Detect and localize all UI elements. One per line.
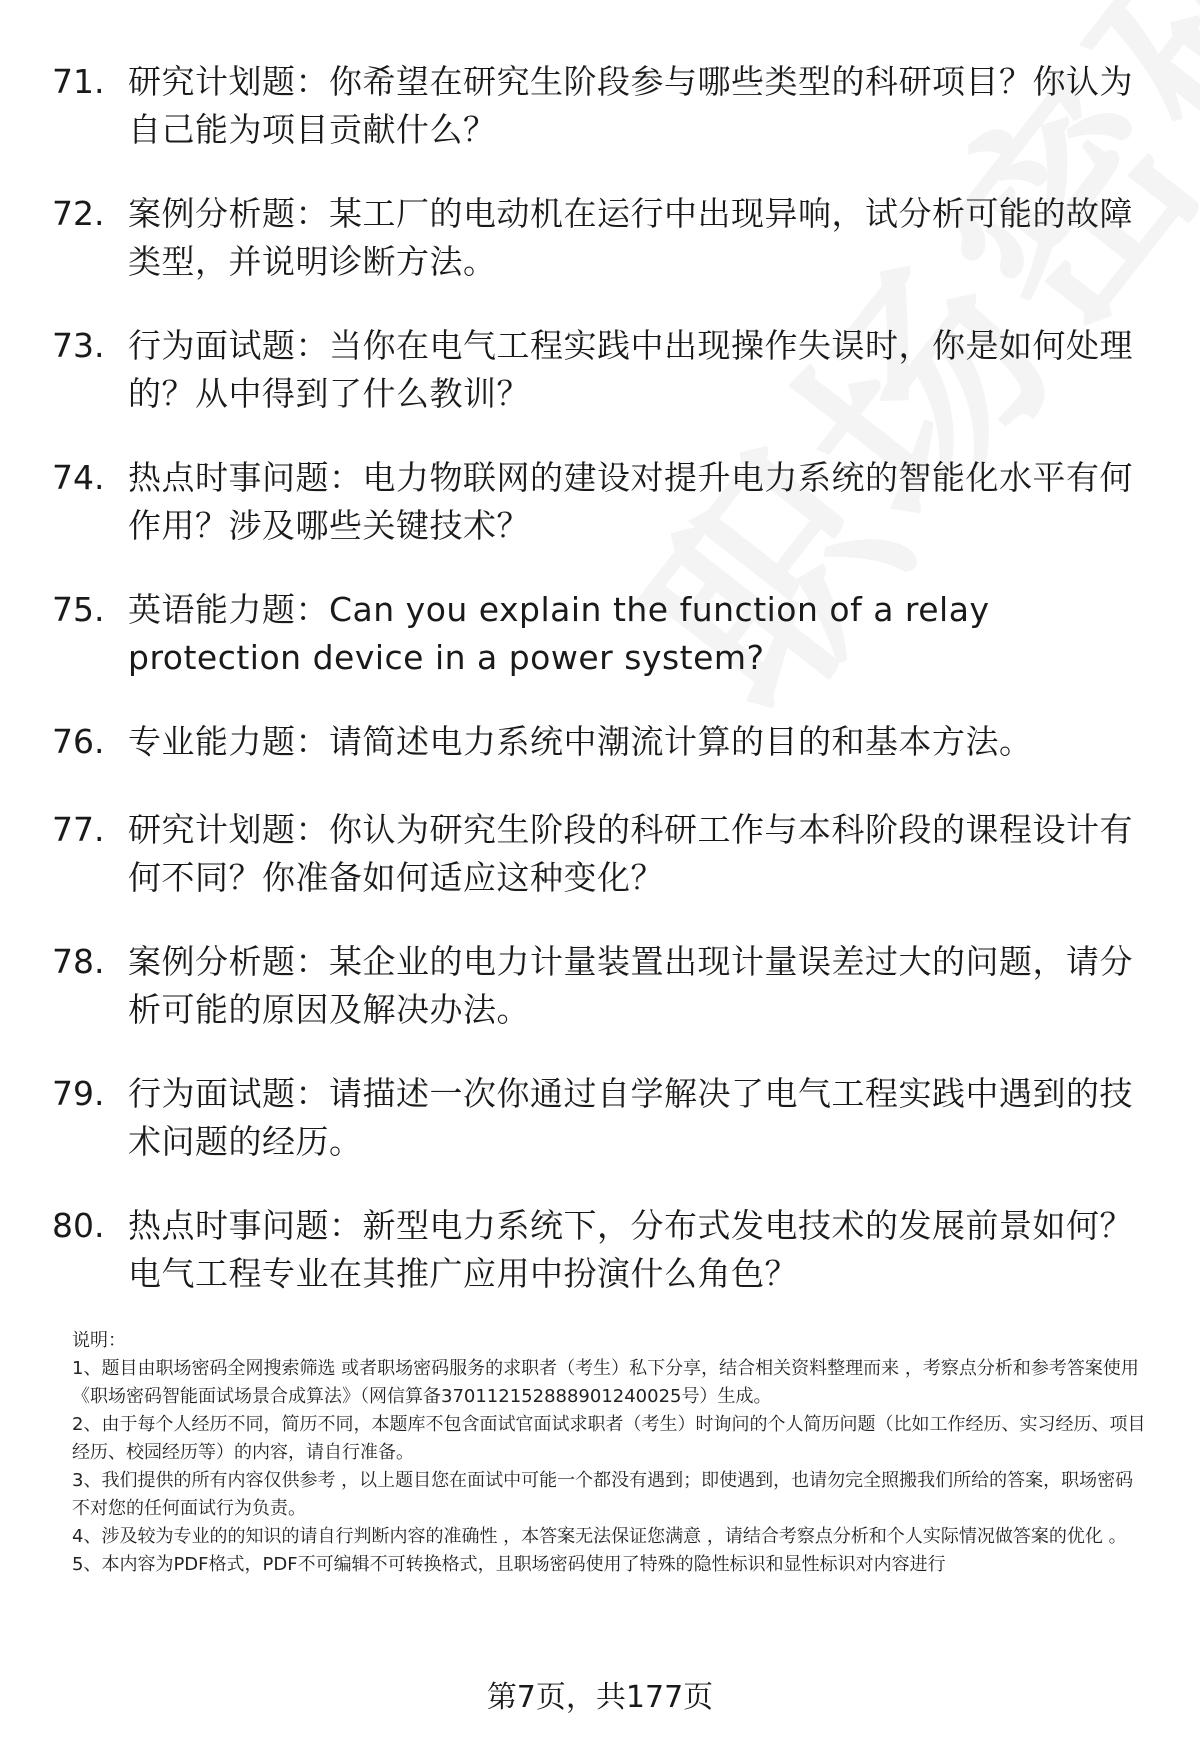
question-number: 76. [52, 722, 105, 761]
question-item [0, 190, 1200, 281]
question-text: 行为面试题：当你在电气工程实践中出现操作失误时，你是如何处理的？从中得到了什么教训？ [128, 326, 1133, 413]
notes-section [72, 1327, 1147, 1579]
note-item: 2、由于每个人经历不同，简历不同，本题库不包含面试官面试求职者（考生）时询问的个人简历问题（比如工作经历、实习经历、项目经历、校园经历等）的内容，请自行准备。 [72, 1414, 1146, 1463]
note-item: 4、涉及较为专业的的知识的请自行判断内容的准确性 ，本答案无法保证您满意 ，请结合考察点分析和个人实际情况做答案的优化 。 [72, 1526, 1127, 1547]
question-number: 75. [52, 590, 105, 629]
question-text: 热点时事问题：电力物联网的建设对提升电力系统的智能化水平有何作用？涉及哪些关键技术？ [128, 458, 1133, 545]
question-item [0, 58, 1200, 149]
question-number: 79. [52, 1074, 105, 1113]
question-item [0, 586, 1200, 677]
question-number: 74. [52, 458, 105, 497]
question-text: 案例分析题：某企业的电力计量装置出现计量误差过大的问题，请分析可能的原因及解决办法。 [128, 942, 1133, 1029]
question-text: 研究计划题：你认为研究生阶段的科研工作与本科阶段的课程设计有何不同？你准备如何适应这种变化？ [128, 810, 1133, 897]
question-number: 78. [52, 942, 105, 981]
question-number: 80. [52, 1206, 105, 1245]
question-number: 77. [52, 810, 105, 849]
question-text: 热点时事问题：新型电力系统下，分布式发电技术的发展前景如何？电气工程专业在其推广应用中扮演什么角色？ [128, 1206, 1133, 1293]
note-item: 3、我们提供的所有内容仅供参考 ，以上题目您在面试中可能一个都没有遇到；即使遇到，也请勿完全照搬我们所给的答案，职场密码不对您的任何面试行为负责。 [72, 1470, 1134, 1519]
question-item [0, 938, 1200, 1029]
question-text: 案例分析题：某工厂的电动机在运行中出现异响，试分析可能的故障类型，并说明诊断方法。 [128, 194, 1133, 281]
notes-heading: 说明： [72, 1330, 126, 1351]
question-item [0, 718, 1200, 761]
question-text: 行为面试题：请描述一次你通过自学解决了电气工程实践中遇到的技术问题的经历。 [128, 1074, 1133, 1161]
question-list [0, 58, 1200, 1334]
page-footer: 第7页，共177页 [486, 1680, 714, 1715]
question-number: 72. [52, 194, 105, 233]
question-text: 英语能力题：Can you explain the function of a relay protection device in a power system? [128, 590, 990, 677]
question-item [0, 322, 1200, 413]
question-item [0, 806, 1200, 897]
question-item [0, 1070, 1200, 1161]
question-number: 71. [52, 62, 105, 101]
question-item [0, 454, 1200, 545]
question-item [0, 1202, 1200, 1293]
question-text: 研究计划题：你希望在研究生阶段参与哪些类型的科研项目？你认为自己能为项目贡献什么？ [128, 62, 1133, 149]
question-number: 73. [52, 326, 105, 365]
note-item: 5、本内容为PDF格式，PDF不可编辑不可转换格式，且职场密码使用了特殊的隐性标识和显性标识对内容进行 [72, 1554, 946, 1575]
note-item: 1、题目由职场密码全网搜索筛选 或者职场密码服务的求职者（考生）私下分享，结合相关资料整理而来 ，考察点分析和参考答案使用《职场密码智能面试场景合成算法》（网信算备370112152888901240025号）生成。 [72, 1358, 1139, 1407]
question-text: 专业能力题：请简述电力系统中潮流计算的目的和基本方法。 [128, 722, 1033, 761]
